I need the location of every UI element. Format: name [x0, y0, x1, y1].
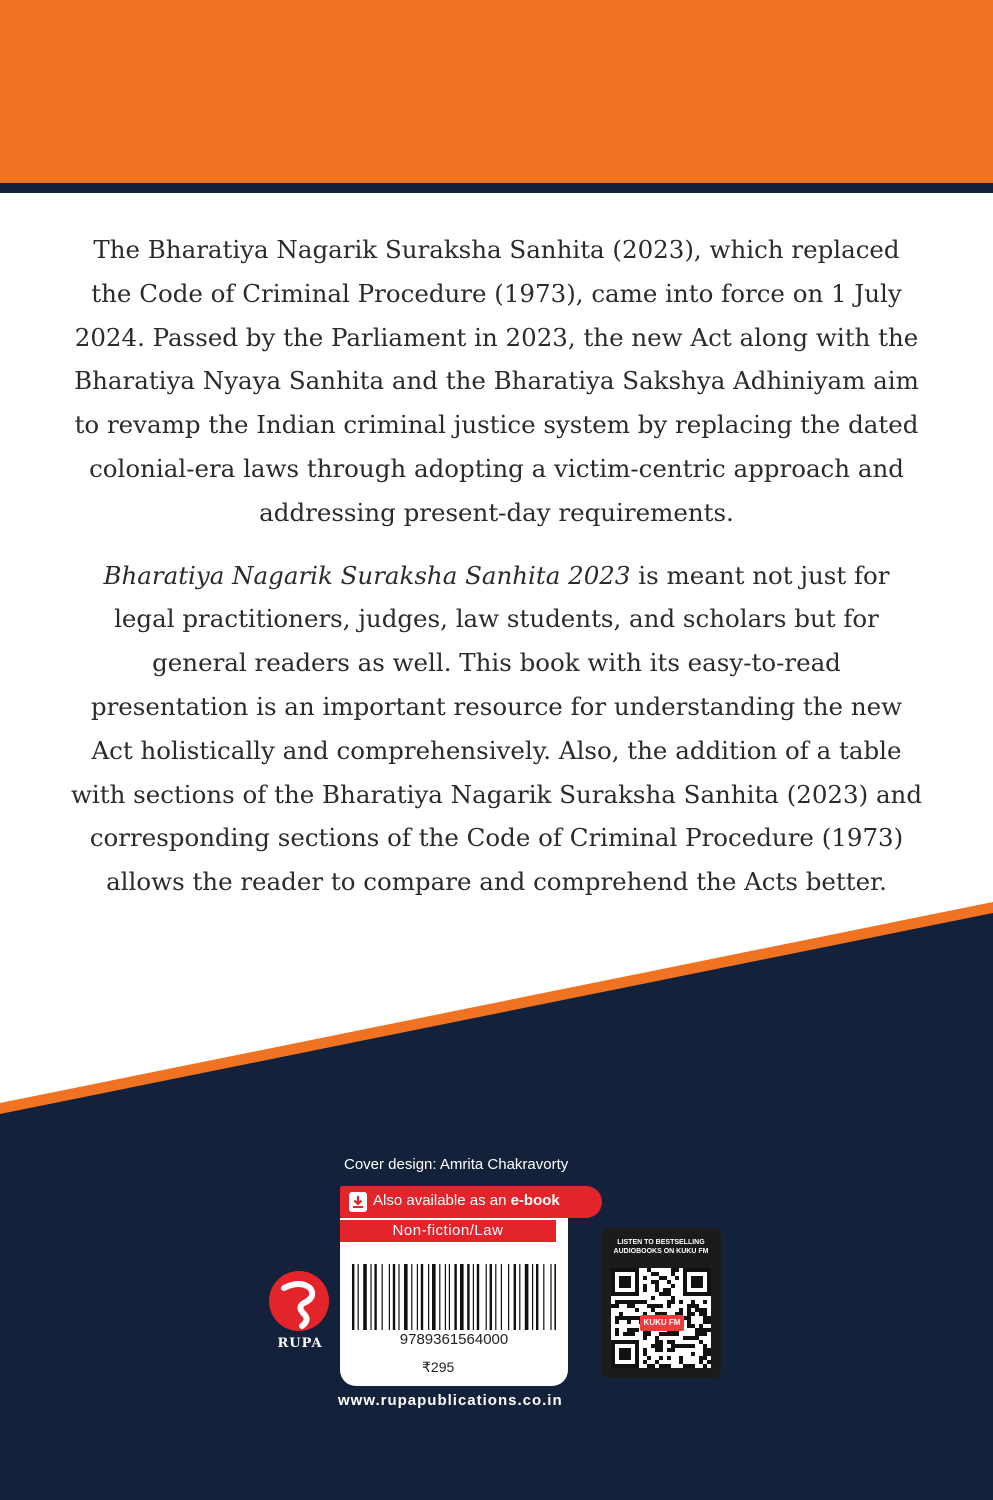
qr-module — [651, 1344, 655, 1348]
barcode-bar — [454, 1264, 456, 1330]
kuku-fm-qr-card[interactable] — [601, 1228, 721, 1378]
qr-module — [679, 1300, 683, 1304]
qr-module — [619, 1312, 623, 1316]
qr-module — [635, 1308, 639, 1312]
qr-module — [631, 1304, 635, 1308]
qr-module — [695, 1336, 699, 1340]
qr-module — [615, 1332, 619, 1336]
qr-module — [691, 1364, 695, 1368]
qr-module — [707, 1360, 711, 1364]
qr-module — [659, 1340, 663, 1344]
barcode-bar — [363, 1264, 367, 1330]
qr-module — [687, 1336, 691, 1340]
qr-module — [703, 1308, 707, 1312]
publisher-name: RUPA — [277, 1336, 323, 1351]
qr-module — [655, 1272, 659, 1276]
qr-module — [687, 1304, 691, 1308]
qr-module — [659, 1332, 663, 1336]
qr-module — [659, 1364, 663, 1368]
qr-module — [691, 1352, 695, 1356]
barcode-bar — [554, 1264, 556, 1330]
qr-module — [675, 1276, 679, 1280]
qr-module — [691, 1312, 695, 1316]
barcode-bar — [536, 1264, 538, 1330]
qr-module — [627, 1316, 631, 1320]
qr-module — [631, 1300, 635, 1304]
qr-module — [667, 1280, 671, 1284]
qr-module — [667, 1288, 671, 1292]
qr-module — [647, 1356, 651, 1360]
qr-module — [667, 1364, 671, 1368]
qr-module — [699, 1340, 703, 1344]
qr-module — [615, 1316, 619, 1320]
qr-module — [655, 1344, 659, 1348]
qr-module — [659, 1292, 663, 1296]
qr-module — [667, 1292, 671, 1296]
barcode-bar — [389, 1264, 390, 1330]
qr-module — [687, 1344, 691, 1348]
qr-module — [671, 1344, 675, 1348]
qr-module — [699, 1308, 703, 1312]
qr-module — [643, 1348, 647, 1352]
qr-module — [643, 1284, 647, 1288]
barcode-bar — [490, 1264, 492, 1330]
qr-module — [691, 1324, 695, 1328]
qr-module — [703, 1316, 707, 1320]
qr-module — [679, 1356, 683, 1360]
qr-module — [663, 1276, 667, 1280]
qr-module — [643, 1332, 647, 1336]
cover-design-credit: Cover design: Amrita Chakravorty — [344, 1156, 569, 1173]
qr-module — [663, 1364, 667, 1368]
qr-module — [639, 1300, 643, 1304]
barcode-bar — [477, 1264, 479, 1330]
qr-module — [675, 1268, 679, 1272]
qr-module — [671, 1268, 675, 1272]
qr-module — [679, 1344, 683, 1348]
qr-module — [695, 1328, 699, 1332]
blurb-paragraph-1: The Bharatiya Nagarik Suraksha Sanhita (2023), which replaced the Code of Criminal Procedure (1973), came into force on 1 July 2024. Passed by the Parliament in 2023, the new Act along with the Bharatiya Nyaya Sanhita and the Bharatiya Sakshya Adhiniyam aim to revamp the Indian criminal justice system by replacing the dated colonial-era laws through adopting a victim-centric approach and addressing present-day requirements. — [74, 235, 919, 527]
qr-module — [699, 1328, 703, 1332]
qr-module — [687, 1364, 691, 1368]
qr-module — [691, 1304, 695, 1308]
barcode-bar — [519, 1264, 520, 1330]
qr-module — [671, 1300, 675, 1304]
qr-module — [619, 1300, 623, 1304]
qr-module — [647, 1332, 651, 1336]
barcode-bar — [445, 1264, 446, 1330]
barcode-bar — [404, 1264, 408, 1330]
qr-module — [683, 1364, 687, 1368]
qr-module — [655, 1284, 659, 1288]
qr-module — [659, 1356, 663, 1360]
qr-module — [643, 1276, 647, 1280]
barcode-bar — [439, 1264, 440, 1330]
qr-module — [623, 1316, 627, 1320]
qr-module — [703, 1344, 707, 1348]
barcode-bar — [382, 1264, 383, 1330]
ebook-banner — [340, 1186, 602, 1218]
qr-module — [627, 1328, 631, 1332]
qr-module — [655, 1360, 659, 1364]
qr-module — [687, 1312, 691, 1316]
qr-module — [703, 1356, 707, 1360]
qr-module — [635, 1300, 639, 1304]
qr-module — [671, 1296, 675, 1300]
barcode-bar — [460, 1264, 464, 1330]
blurb-paragraph-2-text: is meant not just for legal practitioners, judges, law students, and scholars but for general readers as well. This book with its easy-to-read presentation is an important resource for understanding the new Act holistically and comprehensively. Also, the addition of a table with sections of the Bharatiya Nagarik Suraksha Sanhita (2023) and corresponding sections of the Code of Criminal Procedure (1973) allows the reader to compare and comprehend the Acts better. — [70, 560, 923, 897]
qr-module — [631, 1332, 635, 1336]
qr-module — [703, 1312, 707, 1316]
qr-module — [671, 1284, 675, 1288]
qr-module — [647, 1364, 651, 1368]
barcode-bar — [417, 1264, 418, 1330]
qr-module — [683, 1344, 687, 1348]
qr-module — [695, 1308, 699, 1312]
qr-module — [623, 1300, 627, 1304]
qr-module — [611, 1304, 615, 1308]
qr-module — [707, 1328, 711, 1332]
barcode-bar — [495, 1264, 496, 1330]
qr-module — [651, 1272, 655, 1276]
barcode-bar — [449, 1264, 450, 1330]
qr-module — [699, 1312, 703, 1316]
kuku-fm-badge: KUKU FM — [640, 1315, 684, 1331]
qr-module — [635, 1316, 639, 1320]
barcode-bar — [421, 1264, 423, 1330]
barcode-bar — [358, 1264, 359, 1330]
download-icon — [349, 1192, 367, 1212]
qr-module — [659, 1276, 663, 1280]
qr-module — [707, 1320, 711, 1324]
barcode-bar — [352, 1264, 354, 1330]
qr-module — [687, 1316, 691, 1320]
qr-module — [675, 1344, 679, 1348]
qr-module — [695, 1304, 699, 1308]
qr-module — [667, 1304, 671, 1308]
qr-module — [699, 1332, 703, 1336]
barcode-bar — [398, 1264, 399, 1330]
qr-module — [627, 1300, 631, 1304]
qr-module — [651, 1304, 655, 1308]
barcode-bar — [543, 1264, 544, 1330]
qr-module — [691, 1300, 695, 1304]
qr-module — [671, 1340, 675, 1344]
barcode-bar — [393, 1264, 395, 1330]
qr-module — [623, 1332, 627, 1336]
barcode-bar — [432, 1264, 436, 1330]
qr-module — [643, 1360, 647, 1364]
genre-label: Non-fiction/Law — [340, 1220, 556, 1242]
barcode-bar — [473, 1264, 474, 1330]
qr-finder — [619, 1348, 631, 1360]
qr-module — [667, 1356, 671, 1360]
qr-module — [703, 1364, 707, 1368]
qr-module — [699, 1324, 703, 1328]
barcode-bar — [370, 1264, 371, 1330]
qr-module — [671, 1348, 675, 1352]
qr-module — [671, 1332, 675, 1336]
qr-finder — [691, 1276, 703, 1288]
qr-module — [675, 1332, 679, 1336]
barcode-bar — [428, 1264, 429, 1330]
qr-module — [667, 1300, 671, 1304]
qr-module — [679, 1360, 683, 1364]
barcode-bar — [467, 1264, 469, 1330]
qr-module — [655, 1288, 659, 1292]
qr-module — [707, 1352, 711, 1356]
qr-module — [651, 1280, 655, 1284]
qr-module — [627, 1332, 631, 1336]
qr-module — [651, 1364, 655, 1368]
qr-module — [703, 1320, 707, 1324]
barcode-bar — [550, 1264, 551, 1330]
qr-module — [627, 1304, 631, 1308]
qr-module — [643, 1300, 647, 1304]
barcode-bar — [514, 1264, 516, 1330]
qr-module — [647, 1268, 651, 1272]
qr-module — [691, 1344, 695, 1348]
qr-module — [615, 1300, 619, 1304]
qr-module — [707, 1348, 711, 1352]
isbn-number: 9789361564000 — [399, 1331, 509, 1348]
qr-module — [659, 1348, 663, 1352]
qr-module — [631, 1316, 635, 1320]
qr-module — [651, 1296, 655, 1300]
barcode-card — [340, 1218, 568, 1386]
qr-module — [663, 1292, 667, 1296]
qr-module — [655, 1280, 659, 1284]
qr-module — [615, 1328, 619, 1332]
qr-module — [687, 1320, 691, 1324]
ebook-text: Also available as an e-book — [373, 1192, 560, 1209]
qr-module — [703, 1332, 707, 1336]
qr-module — [655, 1348, 659, 1352]
qr-module — [619, 1316, 623, 1320]
qr-module — [643, 1352, 647, 1356]
qr-module — [703, 1300, 707, 1304]
qr-module — [703, 1348, 707, 1352]
qr-module — [687, 1308, 691, 1312]
barcode-bar — [508, 1264, 509, 1330]
barcode-bar — [525, 1264, 529, 1330]
barcode-bar — [374, 1264, 376, 1330]
qr-module — [655, 1304, 659, 1308]
qr-module — [647, 1304, 651, 1308]
ebook-bold-label: e-book — [510, 1192, 560, 1209]
qr-module — [703, 1352, 707, 1356]
isbn-barcode — [352, 1264, 556, 1330]
qr-module — [635, 1328, 639, 1332]
barcode-bar — [486, 1264, 487, 1330]
qr-finder — [619, 1276, 631, 1288]
qr-module — [659, 1304, 663, 1308]
qr-module — [655, 1340, 659, 1344]
qr-module — [691, 1336, 695, 1340]
qr-module — [659, 1344, 663, 1348]
qr-module — [663, 1332, 667, 1336]
qr-module — [615, 1304, 619, 1308]
qr-module — [703, 1328, 707, 1332]
qr-module — [631, 1328, 635, 1332]
qr-module — [615, 1320, 619, 1324]
qr-module — [695, 1332, 699, 1336]
qr-module — [667, 1332, 671, 1336]
qr-module — [671, 1272, 675, 1276]
qr-module — [643, 1336, 647, 1340]
qr-module — [663, 1288, 667, 1292]
publisher-website: www.rupapublications.co.in — [338, 1392, 563, 1409]
price-label: ₹295 — [422, 1359, 455, 1375]
qr-module — [679, 1308, 683, 1312]
qr-module — [707, 1316, 711, 1320]
qr-module — [667, 1348, 671, 1352]
qr-module — [683, 1336, 687, 1340]
qr-module — [699, 1356, 703, 1360]
qr-module — [687, 1324, 691, 1328]
qr-module — [627, 1320, 631, 1324]
qr-module — [643, 1288, 647, 1292]
qr-module — [699, 1360, 703, 1364]
qr-module — [651, 1308, 655, 1312]
barcode-bar — [411, 1264, 412, 1330]
qr-module — [655, 1336, 659, 1340]
barcode-bar — [532, 1264, 533, 1330]
qr-module — [667, 1340, 671, 1344]
blurb-book-title: Bharatiya Nagarik Suraksha Sanhita 2023 — [103, 560, 631, 590]
barcode-bar — [501, 1264, 502, 1330]
qr-heading: LISTEN TO BESTSELLING AUDIOBOOKS ON KUKU FM — [613, 1239, 709, 1255]
